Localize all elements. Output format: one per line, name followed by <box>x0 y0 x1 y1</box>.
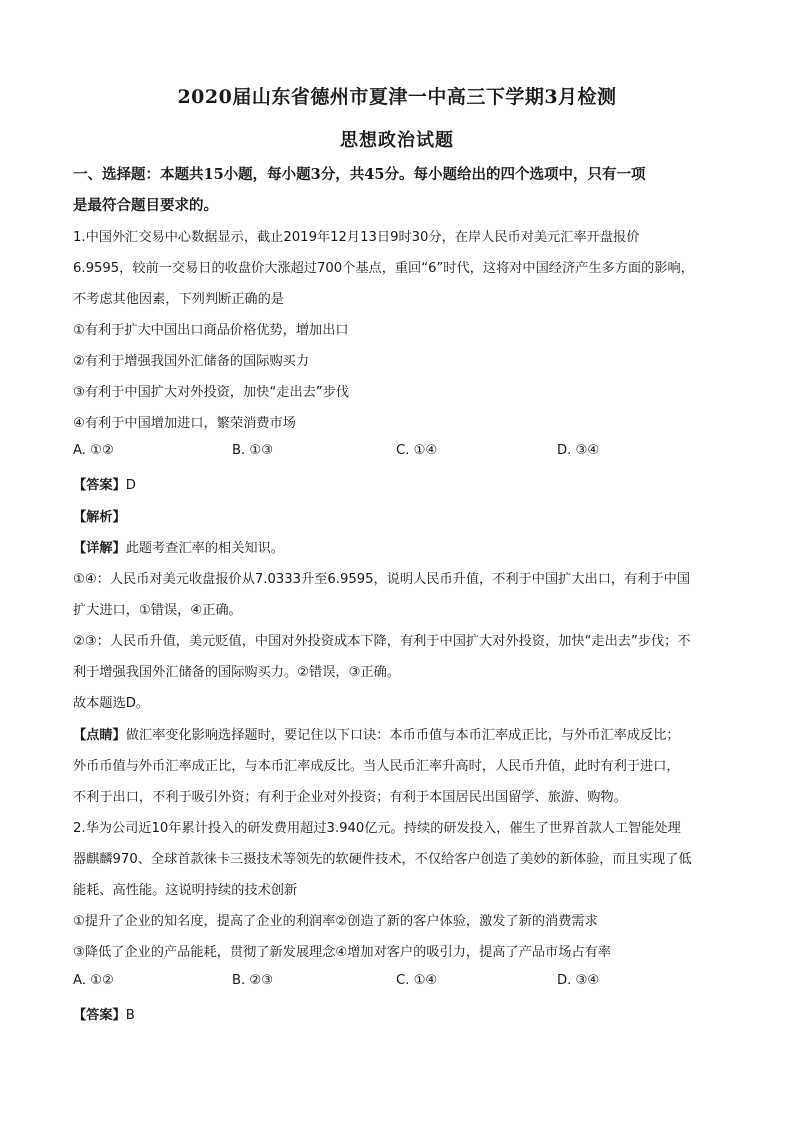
answer-value: D <box>125 478 136 493</box>
document-subtitle: 思想政治试题 <box>340 130 454 151</box>
q1-tip-line-2: 外币币值与外币汇率成正比，与本币汇率成反比。当人民币汇率升高时，人民币升值，此时有利于进口， <box>73 759 680 774</box>
q1-stem-line-2: 6.9595，较前一交易日的收盘价大涨超过700个基点，重回“6”时代，这将对中国经济产生多方面的影响， <box>73 261 694 276</box>
q2-stem-line-2: 器麒麟970、全球首款徕卡三摄技术等领先的软硬件技术，不仅给客户创造了美妙的新体验，而且实现了低 <box>73 852 692 867</box>
analysis-tag: 【解析】 <box>73 510 126 525</box>
q1-option-a: A. ①② <box>73 443 114 458</box>
q1-detail <box>73 537 284 556</box>
q1-explain-line-2: 扩大进口，①错误，④正确。 <box>73 603 242 618</box>
q1-option-d: D. ③④ <box>557 443 600 458</box>
q1-stem-line-3: 不考虑其他因素，下列判断正确的是 <box>73 292 284 307</box>
q2-option-d: D. ③④ <box>557 973 600 988</box>
q1-item-3: ③有利于中国扩大对外投资，加快“走出去”步伐 <box>73 385 350 400</box>
document-title: 2020届山东省德州市夏津一中高三下学期3月检测 <box>177 86 617 108</box>
answer-tag: 【答案】 <box>73 1008 126 1023</box>
q1-item-2: ②有利于增强我国外汇储备的国际购买力 <box>73 354 310 369</box>
q1-option-b: B. ①③ <box>232 443 274 458</box>
q1-tip-line-3: 不利于出口，不利于吸引外资；有利于企业对外投资；有利于本国居民出国留学、旅游、购物。 <box>73 790 627 805</box>
q1-explain-line-3: ②③：人民币升值，美元贬值，中国对外投资成本下降，有利于中国扩大对外投资，加快“走出去”步伐；不 <box>73 634 691 649</box>
q2-stem-line-1: 2.华为公司近10年累计投入的研发费用超过3.940亿元。持续的研发投入，催生了世界首款人工智能处理 <box>73 821 681 836</box>
q1-item-1: ①有利于扩大中国出口商品价格优势，增加出口 <box>73 323 349 338</box>
q2-option-a: A. ①② <box>73 973 114 988</box>
detail-text: 此题考查汇率的相关知识。 <box>125 541 284 556</box>
section-heading-line-1: 一、选择题：本题共15小题，每小题3分，共45分。每小题给出的四个选项中，只有一项 <box>73 166 646 183</box>
q1-answer <box>73 474 136 493</box>
q1-explain-line-5: 故本题选D。 <box>73 696 150 711</box>
q1-tip-line-1 <box>73 724 680 743</box>
q1-explain-line-1: ①④：人民币对美元收盘报价从7.0333升至6.9595，说明人民币升值，不利于中国扩大出口，有利于中国 <box>73 572 691 587</box>
answer-value: B <box>125 1008 135 1023</box>
q1-stem-line-1: 1.中国外汇交易中心数据显示，截止2019年12月13日9时30分，在岸人民币对美元汇率开盘报价 <box>73 230 640 245</box>
tip-tag: 【点睛】 <box>73 728 126 743</box>
q2-stem-line-3: 能耗、高性能。这说明持续的技术创新 <box>73 883 298 898</box>
q2-items-line-1: ①提升了企业的知名度，提高了企业的利润率②创造了新的客户体验，激发了新的消费需求 <box>73 914 598 929</box>
q1-explain-line-4: 利于增强我国外汇储备的国际购买力。②错误，③正确。 <box>73 665 400 680</box>
q1-analysis-tag <box>73 506 126 525</box>
q1-option-c: C. ①④ <box>396 443 438 458</box>
q2-option-c: C. ①④ <box>396 973 438 988</box>
tip-text-1: 做汇率变化影响选择题时，要记住以下口诀：本币币值与本币汇率成正比，与外币汇率成反比； <box>125 728 680 743</box>
q2-items-line-2: ③降低了企业的产品能耗，贯彻了新发展理念④增加对客户的吸引力，提高了产品市场占有率 <box>73 945 611 960</box>
q1-item-4: ④有利于中国增加进口，繁荣消费市场 <box>73 416 296 431</box>
detail-tag: 【详解】 <box>73 541 126 556</box>
section-heading-line-2: 是最符合题目要求的。 <box>73 197 218 214</box>
answer-tag: 【答案】 <box>73 478 126 493</box>
q2-answer <box>73 1004 135 1023</box>
q2-option-b: B. ②③ <box>232 973 274 988</box>
